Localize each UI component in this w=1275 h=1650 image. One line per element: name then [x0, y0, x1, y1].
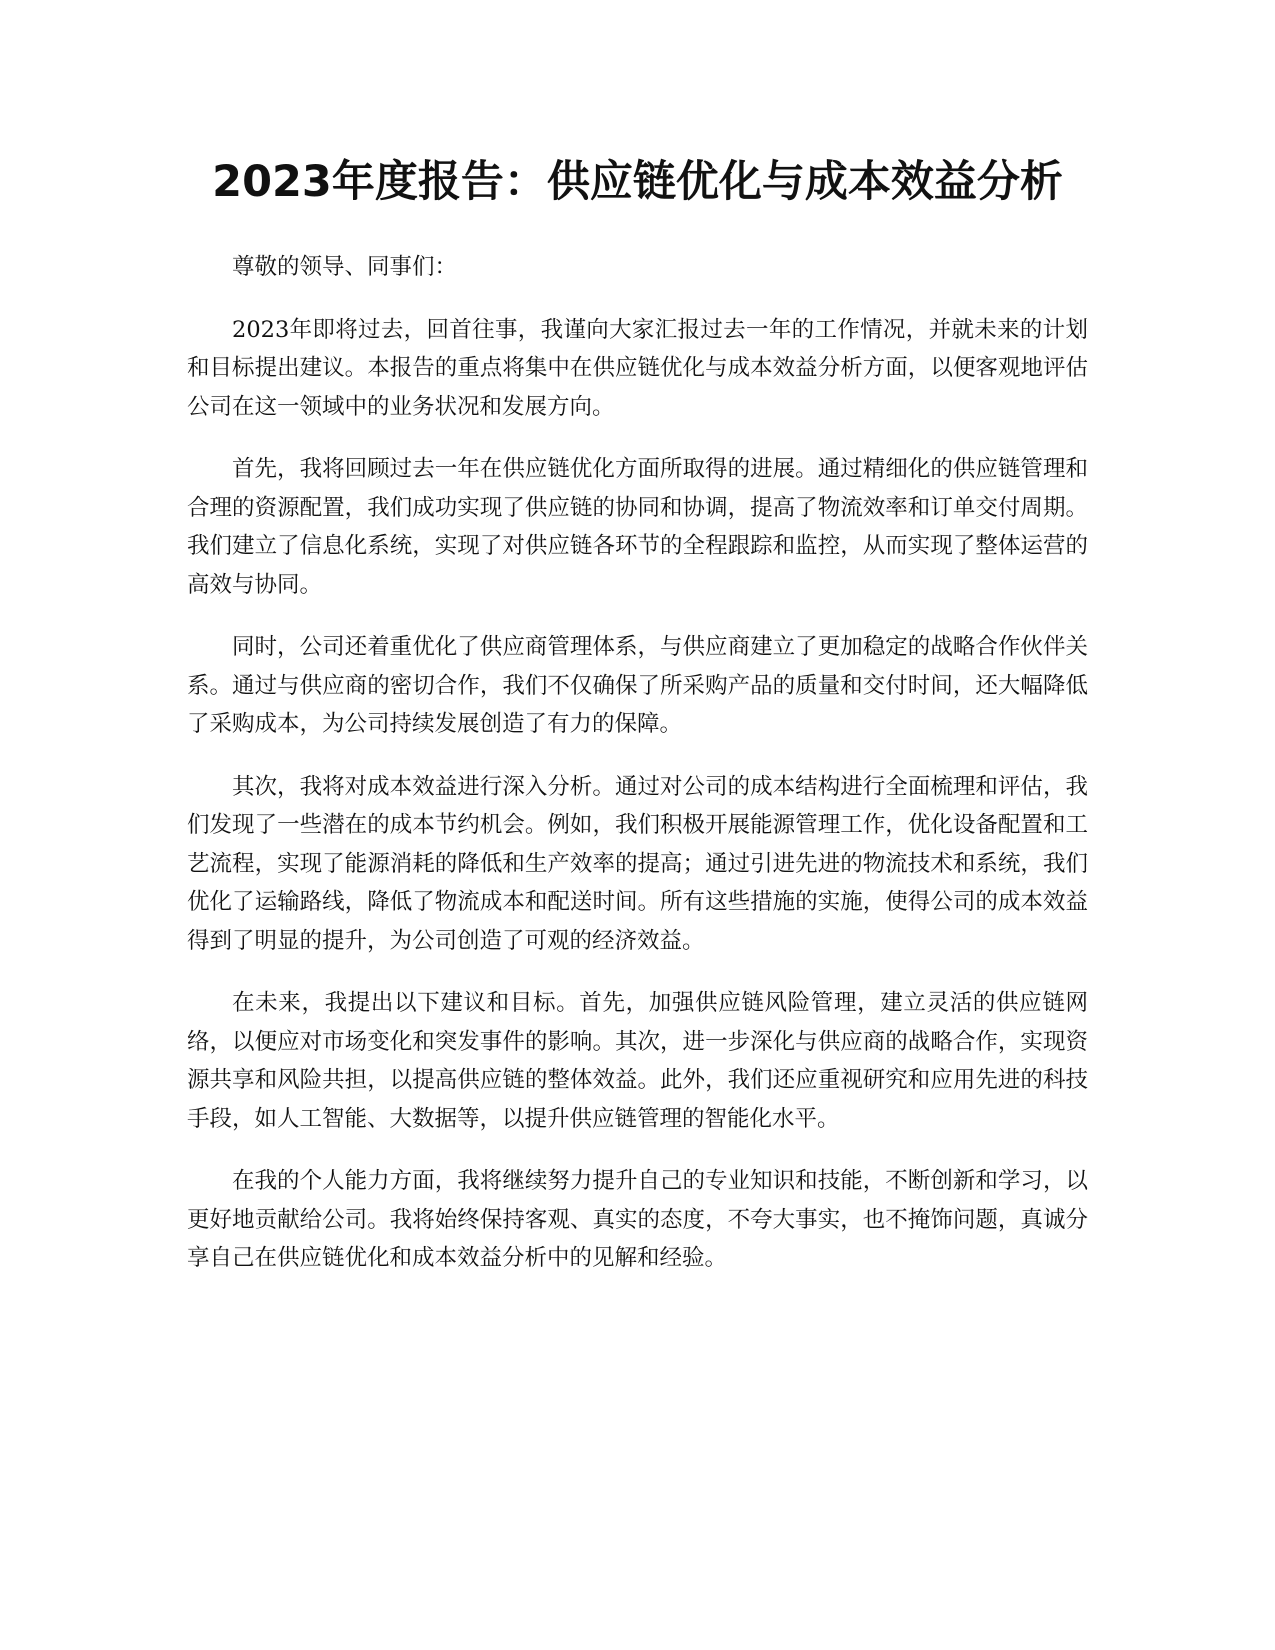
paragraph-personal-ability: 在我的个人能力方面，我将继续努力提升自己的专业知识和技能，不断创新和学习，以更好地贡献给公司。我将始终保持客观、真实的态度，不夸大事实，也不掩饰问题，真诚分享自己在供应链优化和成本效益分析中的见解和经验。 [187, 1168, 1088, 1271]
document-title: 2023年度报告：供应链优化与成本效益分析 [212, 157, 1063, 207]
paragraph-intro: 2023年即将过去，回首往事，我谨向大家汇报过去一年的工作情况，并就未来的计划和目标提出建议。本报告的重点将集中在供应链优化与成本效益分析方面，以便客观地评估公司在这一领域中的业务状况和发展方向。 [187, 316, 1088, 420]
paragraph-cost-benefit-analysis: 其次，我将对成本效益进行深入分析。通过对公司的成本结构进行全面梳理和评估，我们发现了一些潜在的成本节约机会。例如，我们积极开展能源管理工作，优化设备配置和工艺流程，实现了能源消耗的降低和生产效率的提高；通过引进先进的物流技术和系统，我们优化了运输路线，降低了物流成本和配送时间。所有这些措施的实施，使得公司的成本效益得到了明显的提升，为公司创造了可观的经济效益。 [187, 773, 1088, 954]
paragraph-supply-chain-progress: 首先，我将回顾过去一年在供应链优化方面所取得的进展。通过精细化的供应链管理和合理的资源配置，我们成功实现了供应链的协同和协调，提高了物流效率和订单交付周期。我们建立了信息化系统，实现了对供应链各环节的全程跟踪和监控，从而实现了整体运营的高效与协同。 [187, 456, 1088, 598]
salutation: 尊敬的领导、同事们： [232, 254, 458, 280]
paragraph-supplier-management: 同时，公司还着重优化了供应商管理体系，与供应商建立了更加稳定的战略合作伙伴关系。通过与供应商的密切合作，我们不仅确保了所采购产品的质量和交付时间，还大幅降低了采购成本，为公司持续发展创造了有力的保障。 [187, 634, 1088, 737]
paragraph-future-goals: 在未来，我提出以下建议和目标。首先，加强供应链风险管理，建立灵活的供应链网络，以便应对市场变化和突发事件的影响。其次，进一步深化与供应商的战略合作，实现资源共享和风险共担，以提高供应链的整体效益。此外，我们还应重视研究和应用先进的科技手段，如人工智能、大数据等，以提升供应链管理的智能化水平。 [187, 990, 1088, 1132]
